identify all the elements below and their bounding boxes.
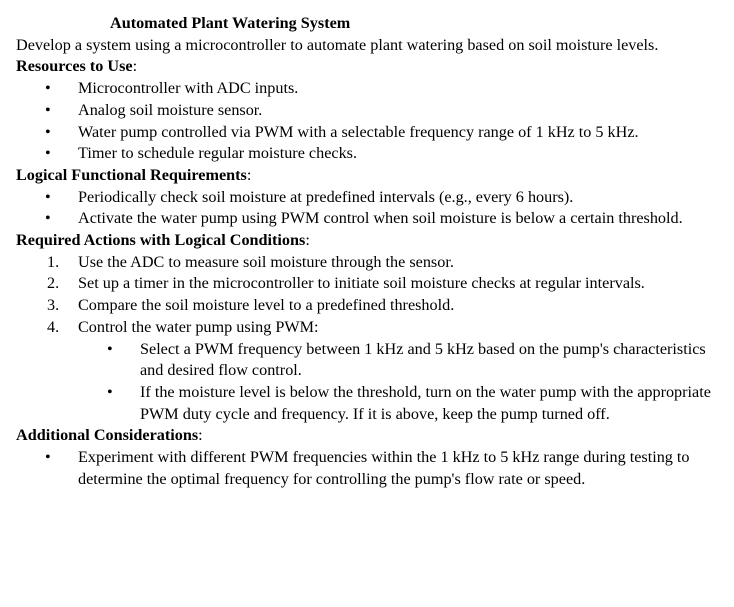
logical-heading-colon: : <box>246 165 252 184</box>
item-number: 4. <box>47 317 60 336</box>
actions-sub-list <box>16 339 732 426</box>
list-item: • Activate the water pump using PWM control when soil moisture is below a certain threshold. <box>16 208 732 230</box>
logical-list <box>16 187 732 230</box>
list-item: • Microcontroller with ADC inputs. <box>16 78 732 100</box>
document-title: Automated Plant Watering System <box>110 14 351 32</box>
numbered-item <box>16 273 732 295</box>
item-number: 3. <box>47 296 60 315</box>
additional-heading: Additional Considerations <box>16 426 199 445</box>
logical-heading: Logical Functional Requirements <box>16 165 247 184</box>
additional-list <box>16 447 732 490</box>
resources-heading-colon: : <box>132 57 138 76</box>
actions-heading: Required Actions with Logical Conditions <box>16 231 306 250</box>
item-number: 1. <box>47 252 60 271</box>
resources-list <box>16 78 732 165</box>
item-text: Compare the soil moisture level to a predefined threshold. <box>78 296 455 315</box>
item-text: Control the water pump using PWM: <box>78 317 319 336</box>
logical-heading-line <box>16 165 732 187</box>
intro-paragraph: Develop a system using a microcontroller to automate plant watering based on soil moisture levels. <box>16 35 659 54</box>
list-item: • Analog soil moisture sensor. <box>16 100 732 122</box>
document <box>16 13 732 490</box>
list-item: • Water pump controlled via PWM with a selectable frequency range of 1 kHz to 5 kHz. <box>16 122 732 144</box>
additional-heading-line <box>16 425 732 447</box>
numbered-item <box>16 317 732 339</box>
sub-list-item: • Select a PWM frequency between 1 kHz and 5 kHz based on the pump's characteristics and desired flow control. <box>16 339 732 382</box>
sub-list-item: • If the moisture level is below the threshold, turn on the water pump with the appropriate PWM duty cycle and frequency. If it is above, keep the pump turned off. <box>16 382 732 425</box>
item-text: Set up a timer in the microcontroller to initiate soil moisture checks at regular intervals. <box>78 274 645 293</box>
actions-heading-colon: : <box>305 231 310 250</box>
item-text: Use the ADC to measure soil moisture through the sensor. <box>78 252 454 271</box>
list-item: • Timer to schedule regular moisture checks. <box>16 143 732 165</box>
resources-heading-line <box>16 56 732 78</box>
list-item: • Experiment with different PWM frequencies within the 1 kHz to 5 kHz range during testing to determine the optimal frequency for controlling the pump's flow rate or speed. <box>16 447 732 490</box>
item-number: 2. <box>47 274 60 293</box>
resources-heading: Resources to Use <box>16 57 133 76</box>
numbered-item <box>16 252 732 274</box>
actions-heading-line <box>16 230 732 252</box>
actions-list <box>16 252 732 339</box>
numbered-item <box>16 295 732 317</box>
additional-heading-colon: : <box>198 426 203 445</box>
list-item: • Periodically check soil moisture at predefined intervals (e.g., every 6 hours). <box>16 187 732 209</box>
